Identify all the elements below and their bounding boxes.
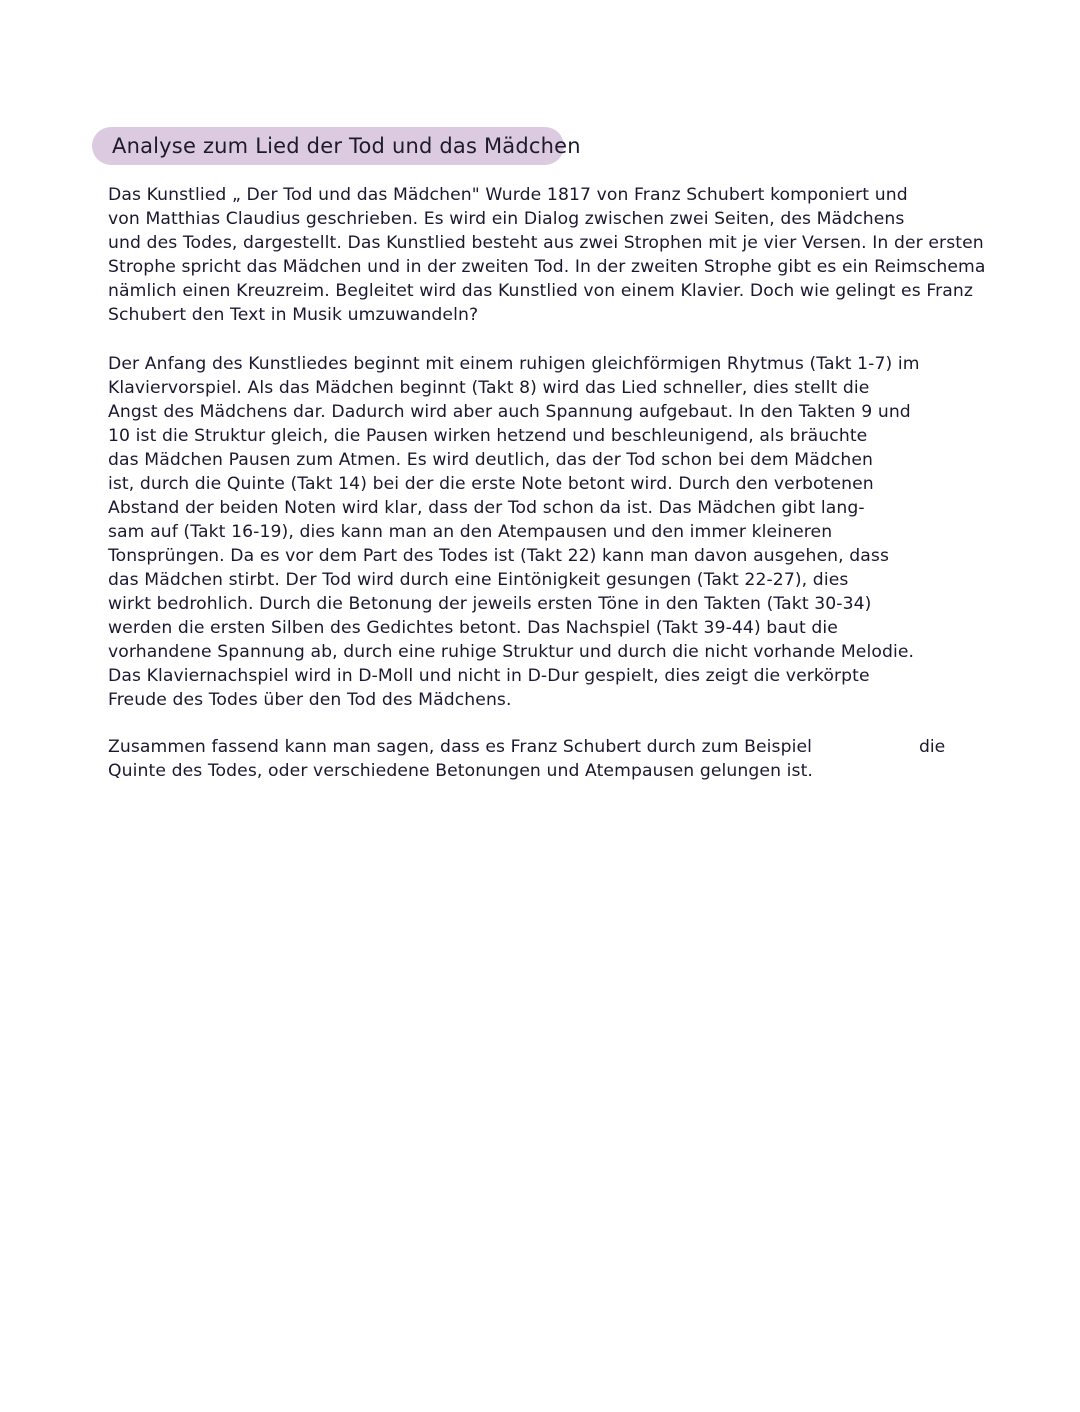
text-line: und des Todes, dargestellt. Das Kunstlied besteht aus zwei Strophen mit je vier Versen. In der ersten xyxy=(108,233,984,253)
text-line: Klaviervorspiel. Als das Mädchen beginnt (Takt 8) wird das Lied schneller, dies stellt die xyxy=(108,378,870,398)
text-line: Strophe spricht das Mädchen und in der zweiten Tod. In der zweiten Strophe gibt es ein Reimschema xyxy=(108,257,986,277)
paragraph-introduction xyxy=(108,183,1008,327)
text-line: das Mädchen Pausen zum Atmen. Es wird deutlich, das der Tod schon bei dem Mädchen xyxy=(108,450,874,470)
paragraph-conclusion xyxy=(108,735,1008,783)
text-line: vorhandene Spannung ab, durch eine ruhige Struktur und durch die nicht vorhande Melodie. xyxy=(108,642,915,662)
text-line: Zusammen fassend kann man sagen, dass es Franz Schubert durch zum Beispiel xyxy=(108,737,813,757)
paragraph-analysis xyxy=(108,352,1008,712)
text-line: Das Klaviernachspiel wird in D-Moll und nicht in D-Dur gespielt, dies zeigt die verkörpte xyxy=(108,666,870,686)
text-line: von Matthias Claudius geschrieben. Es wird ein Dialog zwischen zwei Seiten, des Mädchens xyxy=(108,209,905,229)
text-line: Abstand der beiden Noten wird klar, dass der Tod schon da ist. Das Mädchen gibt lang- xyxy=(108,498,865,518)
text-line: wirkt bedrohlich. Durch die Betonung der jeweils ersten Töne in den Takten (Takt 30-34) xyxy=(108,594,872,614)
text-line: das Mädchen stirbt. Der Tod wird durch eine Eintönigkeit gesungen (Takt 22-27), dies xyxy=(108,570,849,590)
text-line: Tonsprüngen. Da es vor dem Part des Todes ist (Takt 22) kann man davon ausgehen, dass xyxy=(108,546,889,566)
stray-word: die xyxy=(919,737,946,757)
text-line: Der Anfang des Kunstliedes beginnt mit einem ruhigen gleichförmigen Rhytmus (Takt 1-7) im xyxy=(108,354,920,374)
page-title: Analyse zum Lied der Tod und das Mädchen xyxy=(92,127,564,165)
text-line: nämlich einen Kreuzreim. Begleitet wird das Kunstlied von einem Klavier. Doch wie gelingt es Franz xyxy=(108,281,973,301)
text-line: ist, durch die Quinte (Takt 14) bei der die erste Note betont wird. Durch den verbotenen xyxy=(108,474,874,494)
text-line: Schubert den Text in Musik umzuwandeln? xyxy=(108,305,479,325)
text-line: Quinte des Todes, oder verschiedene Betonungen und Atempausen gelungen ist. xyxy=(108,761,813,781)
text-line: sam auf (Takt 16-19), dies kann man an den Atempausen und den immer kleineren xyxy=(108,522,833,542)
text-line: werden die ersten Silben des Gedichtes betont. Das Nachspiel (Takt 39-44) baut die xyxy=(108,618,838,638)
text-line: 10 ist die Struktur gleich, die Pausen wirken hetzend und beschleunigend, als bräuchte xyxy=(108,426,868,446)
text-line: Freude des Todes über den Tod des Mädchens. xyxy=(108,690,512,710)
text-line: Angst des Mädchens dar. Dadurch wird aber auch Spannung aufgebaut. In den Takten 9 und xyxy=(108,402,911,422)
text-line: Das Kunstlied „ Der Tod und das Mädchen" Wurde 1817 von Franz Schubert komponiert und xyxy=(108,185,908,205)
